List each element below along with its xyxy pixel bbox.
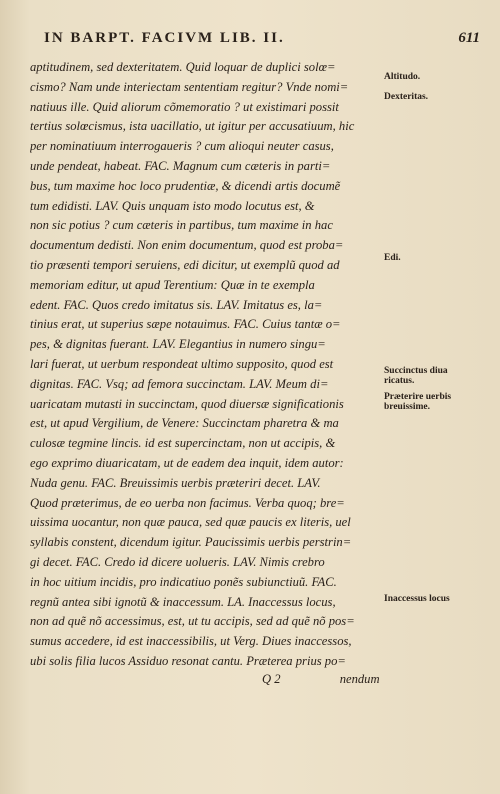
marginal-note: Altitudo. (384, 72, 421, 82)
signature-mark: Q 2 (262, 672, 281, 686)
text-line: non sic potius ? cum cæteris in partibus, tum maxime in hac (30, 218, 333, 233)
marginal-note: Præterire uerbis breuissime. (384, 392, 452, 412)
text-line: aptitudinem, sed dexteritatem. Quid loquar de duplici solœ= (30, 60, 336, 74)
text-line: ubi solis filia lucos Assiduo resonat cantu. Præterea prius po= (30, 653, 346, 668)
text-line: natiuus ille. Quid aliorum cõmemoratio ? ut existimari possit (30, 99, 339, 114)
text-line: in hoc uitium incidis, pro indicatiuo ponẽs subiunctiuũ. FAC. (30, 574, 337, 589)
text-line: tio præsenti tempori seruiens, edi dicitur, ut exemplũ quod ad (30, 257, 340, 272)
catchline (262, 672, 380, 687)
text-line: ego exprimo diuaricatam, ut de eadem dea inquit, idem autor: (30, 455, 344, 470)
text-line: non ad quẽ nõ accessimus, est, ut tu accipis, sed ad quẽ nõ pos= (30, 614, 355, 629)
text-line: edent. FAC. Quos credo imitatus sis. LAV. Imitatus es, la= (30, 297, 323, 312)
page-number: 611 (458, 30, 480, 46)
text-line: culosæ tegmine lincis. id est supercinctam, non ut accipis, & (30, 436, 336, 451)
running-head (44, 30, 480, 52)
text-line: per nominatiuum interrogaueris ? cum alioqui neuter casus, (30, 139, 334, 154)
text-line: regnũ antea sibi ignotũ & inaccessum. LA. Inaccessus locus, (30, 594, 336, 609)
text-line: Nuda genu. FAC. Breuissimis uerbis præteriri decet. LAV. (30, 475, 321, 490)
text-line: uissima uocantur, non quæ pauca, sed quæ paucis ex literis, uel (30, 515, 351, 530)
text-line: unde pendeat, habeat. FAC. Magnum cum cæteris in parti= (30, 158, 331, 173)
text-line: pes, & dignitas fuerant. LAV. Elegantius in numero singu= (30, 337, 326, 352)
text-line: lari fuerat, ut uerbum respondeat ultimo supposito, quod est (30, 356, 334, 371)
text-line: dignitas. FAC. Vsq; ad femora succinctam. LAV. Meum di= (30, 376, 329, 391)
marginal-note: Inaccessus locus (384, 594, 450, 604)
text-line: tinius erat, ut superius sæpe notauimus. FAC. Cuius tantæ o= (30, 317, 341, 332)
text-line: gi decet. FAC. Credo id dicere uolueris. LAV. Nimis crebro (30, 554, 325, 569)
marginal-note: Dexteritas. (384, 92, 429, 102)
text-line: est, ut apud Vergilium, de Venere: Succinctam pharetra & ma (30, 416, 339, 431)
text-line: uaricatam mutasti in succinctam, quod diuersæ significationis (30, 396, 344, 411)
marginal-note: Edi. (384, 253, 401, 263)
text-line: syllabis constent, dicendum igitur. Paucissimis uerbis perstrin= (30, 535, 352, 550)
text-line: documentum dedisti. Non enim documentum, quod est proba= (30, 238, 344, 253)
text-line: Quod præterimus, de eo uerba non facimus. Verba quoq; bre= (30, 495, 345, 510)
main-text (30, 58, 382, 672)
text-line: bus, tum maxime hoc loco prudentiæ, & dicendi artis documẽ (30, 178, 341, 193)
text-line: sumus accedere, id est inaccessibilis, ut Verg. Diues inaccessos, (30, 634, 352, 649)
text-line: tertius solœcismus, ista uacillatio, ut igitur per accusatiuum, hic (30, 119, 355, 134)
text-line: tum edidisti. LAV. Quis unquam isto modo locutus est, & (30, 198, 315, 213)
running-title: IN BARPT. FACIVM LIB. II. (44, 30, 285, 46)
catchword: nendum (339, 672, 380, 686)
text-line: cismo? Nam unde interiectam sententiam regitur? Vnde nomi= (30, 79, 349, 94)
text-line: memoriam editur, ut apud Terentium: Quæ in te exempla (30, 277, 315, 292)
marginal-note: Succinctus diua ricatus. (384, 366, 448, 386)
